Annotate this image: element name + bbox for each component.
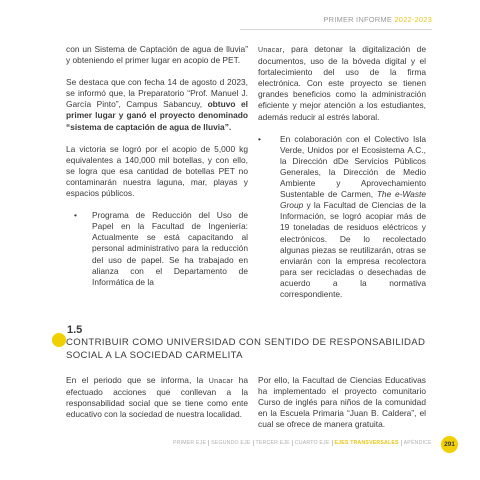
column-left-top [66, 44, 248, 288]
header-title: PRIMER INFORME [323, 15, 393, 24]
column-right-top [258, 44, 426, 300]
paragraph [66, 375, 248, 420]
footer-nav [171, 440, 434, 450]
paragraph: con un Sistema de Captación de agua de lluvia” y obteniendo el primer lugar en acopio de PET. [66, 44, 248, 66]
bullet-text: Programa de Reducción del Uso de Papel en la Facultad de Ingeniería: Actualmente se está capacitando al personal administrativo para la reducción del uso de papel. Se ha trabajado en alianza con el Departamento de Informática de la [92, 210, 248, 287]
running-header [323, 15, 432, 24]
bullet-item [258, 134, 426, 300]
bullet-marker: • [258, 133, 261, 144]
bullet-marker: • [74, 210, 77, 221]
section-number: 1.5 [67, 324, 83, 336]
footer-nav-item[interactable]: PRIMER EJE [173, 440, 207, 446]
page-number: 291 [441, 436, 458, 453]
footer-nav-item[interactable]: APÉNDICE [401, 440, 434, 446]
paragraph [66, 77, 248, 132]
footer-nav-item-active[interactable]: EJES TRANSVERSALES [332, 440, 401, 446]
bullet-text: y la Facultad de Ciencias de la Información, se logró acopiar más de 19 toneladas de residuos eléctricos y electrónicos. De lo recolectado algunas piezas se reutilizarán, otras se enviarán con la empresa recolectora para ser recicladas o desechadas de acuerdo a la normativa correspondiente. [280, 200, 426, 299]
footer-nav-item[interactable]: CUARTO EJE [292, 440, 332, 446]
footer-nav-item[interactable]: TERCER EJE [253, 440, 292, 446]
column-right-bottom [258, 375, 426, 441]
bullet-text: En colaboración con el Colectivo Isla Verde, Unidos por el Ecosistema A.C., la Dirección dDe Servicios Públicos Generales, la Dirección de Medio Ambiente y Aprovechamiento Sustentable de Carmen, [280, 133, 426, 200]
footer-nav-item[interactable]: SEGUNDO EJE [208, 440, 252, 446]
bullet-italic-text: The e-Waste Group [280, 189, 426, 211]
paragraph [258, 44, 426, 123]
paragraph-text: Se destaca que con fecha 14 de agosto d 2023, se informó que, la Preparatorio “Prof. Manuel J. García Pinto”, Campus Sabancuy, [66, 77, 248, 110]
section-title: CONTRIBUIR COMO UNIVERSIDAD CON SENTIDO DE RESPONSABILIDAD SOCIAL A LA SOCIEDAD CARMELITA [66, 337, 426, 361]
column-left-bottom [66, 375, 248, 431]
paragraph-text: ha efectuado acciones que conllevan a la responsabilidad social que se tiene como ente educativo con la sociedad de nuestra localidad. [66, 375, 248, 420]
header-divider [240, 29, 432, 30]
smallcaps-word: Unacar [208, 378, 234, 385]
paragraph-bold-text: obtuvo el primer lugar y ganó el proyecto denominado “sistema de captación de agua de lluvia”. [66, 99, 248, 132]
paragraph: La victoria se logró por el acopio de 5,000 kg equivalentes a 140,000 mil botellas, y con ello, se logra que esa cantidad de botellas PET no contaminarán nuestra laguna, mar, playas y espacios públicos. [66, 143, 248, 199]
bullet-item [74, 210, 248, 288]
paragraph-text: En el periodo que se informa, la [66, 375, 209, 385]
paragraph-text: , para detonar la digitalización de documentos, uso de la bóveda digital y el fortalecimiento del uso de la firma electrónica. Con este proyecto se tienen grandes beneficios como la administración eficiente y mejor atención a los estudiantes, además reducir al estrés laboral. [258, 44, 426, 122]
section-marker-circle [52, 333, 66, 347]
paragraph: Por ello, la Facultad de Ciencias Educativas ha implementado el proyecto comunitario Curso de inglés para niños de la comunidad en la Escuela Primaria “Juan B. Caldera”, el cual se ofrece de manera gratuita. [258, 375, 426, 430]
smallcaps-word: Unacar [258, 47, 283, 54]
header-year: 2022-2023 [394, 15, 432, 24]
